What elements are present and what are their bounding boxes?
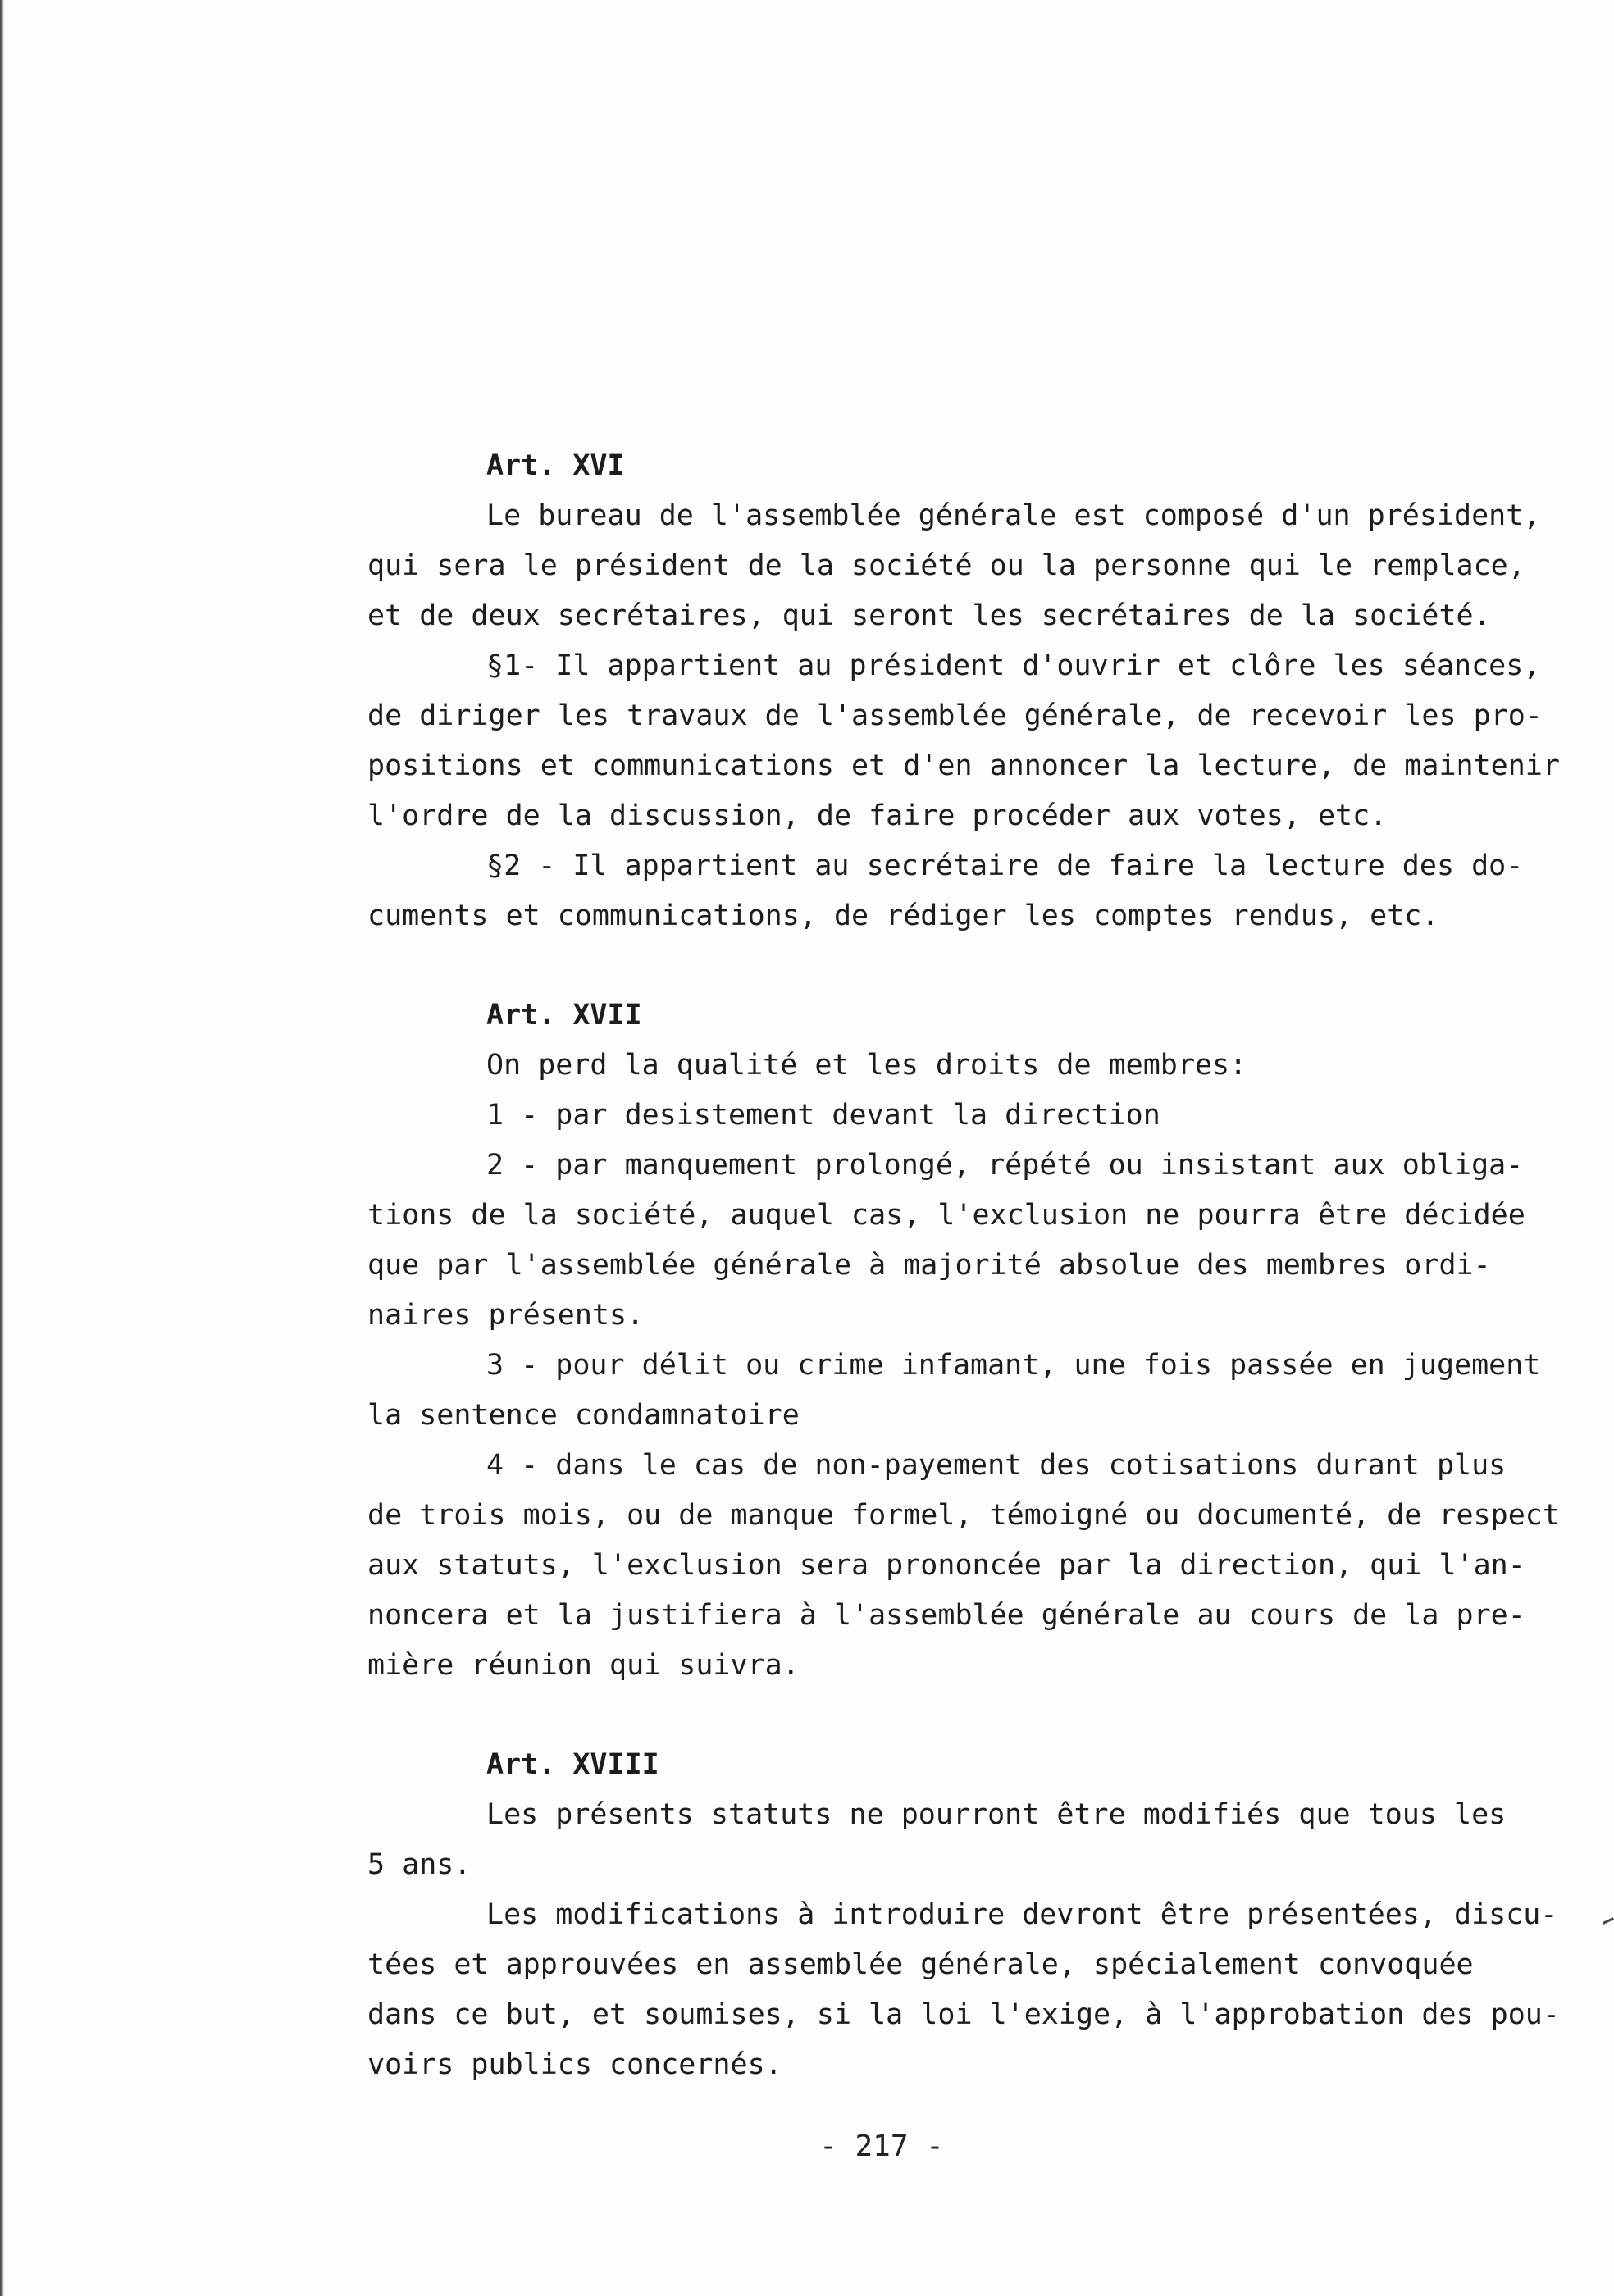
article-xvi-line-1: Le bureau de l'assemblée générale est composé d'un président, <box>486 499 1541 532</box>
page-number: - 217 - <box>819 2130 944 2163</box>
margin-pen-mark <box>1603 1917 1614 1925</box>
article-xviii-line-4: tées et approuvées en assemblée générale, spécialement convoquée <box>367 1948 1474 1981</box>
article-xvi-line-2: qui sera le président de la société ou la personne qui le remplace, <box>367 549 1525 582</box>
article-xvi-line-9: cuments et communications, de rédiger les comptes rendus, etc. <box>367 900 1439 932</box>
article-xvii-line-7: 3 - pour délit ou crime infamant, une fois passée en jugement <box>486 1349 1541 1382</box>
section-gap <box>367 941 1565 991</box>
article-xvii-line-2: 1 - par desistement devant la direction <box>486 1099 1160 1132</box>
article-heading-xvi: Art. XVI <box>486 449 625 482</box>
article-heading-xvii: Art. XVII <box>486 999 642 1032</box>
article-xvi-line-7: l'ordre de la discussion, de faire procéder aux votes, etc. <box>367 800 1388 832</box>
article-xviii-line-1: Les présents statuts ne pourront être modifiés que tous les <box>486 1798 1507 1831</box>
article-xviii-line-6: voirs publics concernés. <box>367 2048 782 2081</box>
article-xvi-line-4: §1- Il appartient au président d'ouvrir et clôre les séances, <box>486 649 1541 682</box>
article-xvii-line-11: aux statuts, l'exclusion sera prononcée par la direction, qui l'an- <box>367 1549 1525 1582</box>
article-xvi-line-8: §2 - Il appartient au secrétaire de faire la lecture des do- <box>486 850 1524 882</box>
article-xvii-line-3: 2 - par manquement prolongé, répété ou insistant aux obliga- <box>486 1149 1524 1182</box>
article-xvi-line-6: positions et communications et d'en annoncer la lecture, de maintenir <box>367 749 1560 782</box>
article-xvii-line-4: tions de la société, auquel cas, l'exclusion ne pourra être décidée <box>367 1199 1525 1232</box>
article-xvii-line-1: On perd la qualité et les droits de membres: <box>486 1049 1247 1082</box>
document-body <box>367 441 1565 2090</box>
section-gap <box>367 1691 1565 1740</box>
article-xviii-line-5: dans ce but, et soumises, si la loi l'exige, à l'approbation des pou- <box>367 1998 1560 2031</box>
article-xvii-line-6: naires présents. <box>367 1299 645 1332</box>
article-xviii-line-3: Les modifications à introduire devront être présentées, discu- <box>486 1898 1558 1931</box>
article-xvii-line-9: 4 - dans le cas de non-payement des cotisations durant plus <box>486 1449 1507 1482</box>
article-xvii-line-5: que par l'assemblée générale à majorité absolue des membres ordi- <box>367 1249 1491 1282</box>
article-xviii-line-2: 5 ans. <box>367 1848 472 1881</box>
article-xvii-line-8: la sentence condamnatoire <box>367 1399 800 1432</box>
article-xvii-line-10: de trois mois, ou de manque formel, témoigné ou documenté, de respect <box>367 1499 1560 1532</box>
article-xvi-line-5: de diriger les travaux de l'assemblée générale, de recevoir les pro- <box>367 699 1543 732</box>
article-xvii-line-13: mière réunion qui suivra. <box>367 1649 800 1682</box>
article-xvii-line-12: noncera et la justifiera à l'assemblée générale au cours de la pre- <box>367 1599 1525 1632</box>
article-heading-xviii: Art. XVIII <box>486 1748 659 1781</box>
scan-edge <box>0 0 4 2296</box>
article-xvi-line-3: et de deux secrétaires, qui seront les secrétaires de la société. <box>367 599 1491 632</box>
